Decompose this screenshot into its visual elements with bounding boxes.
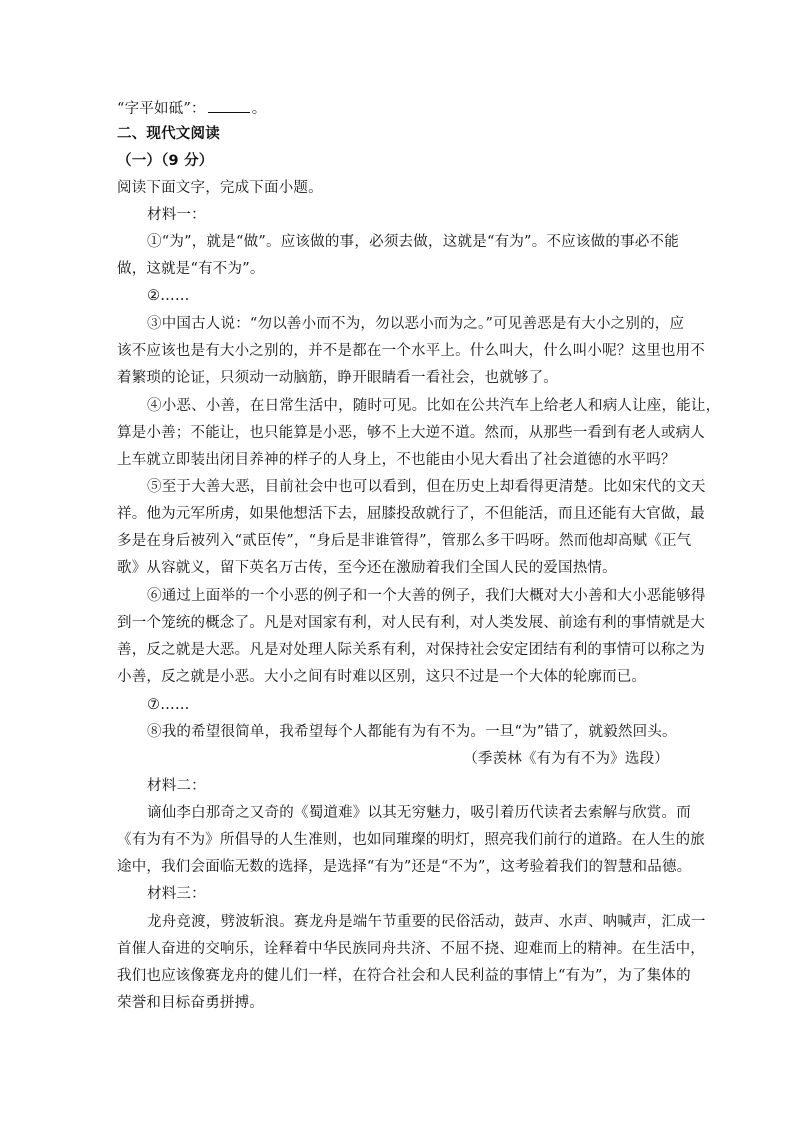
m3-line: 首催人奋进的交响乐，诠释着中华民族同舟共济、不屈不挠、迎难而上的精神。在生活中， (117, 941, 705, 957)
m1-line: ②…… (147, 288, 190, 304)
m1-line: 着繁琐的论证，只须动一动脑筋，睁开眼睛看一看社会，也就够了。 (117, 370, 558, 386)
m3-line: 龙舟竞渡，劈波斩浪。赛龙舟是端午节重要的民俗活动，鼓声、水声、呐喊声，汇成一 (147, 914, 706, 930)
m1-line: ⑥通过上面举的一个小恶的例子和一个大善的例子，我们大概对大小善和大小恶能够得 (147, 588, 706, 604)
m1-line: 算是小善；不能让，也只能算是小恶，够不上大逆不道。然而，从那些一看到有老人或病人 (117, 425, 705, 441)
material-3-label: 材料三： (147, 886, 206, 902)
m1-line: ⑦…… (147, 697, 190, 713)
m3-line: 我们也应该像赛龙舟的健儿们一样，在符合社会和人民利益的事情上“有为”，为了集体的 (117, 968, 691, 984)
m1-line: 该不应该也是有大小之别的，并不是都在一个水平上。什么叫大，什么叫小呢？这里也用不 (117, 343, 705, 359)
m2-line: 途中，我们会面临无数的选择，是选择“有为”还是“不为”，这考验着我们的智慧和品德。 (117, 859, 692, 875)
m1-line: ①“为”，就是“做”。应该做的事，必须去做，这就是“有为”。不应该做的事必不能 (147, 234, 679, 250)
m2-line: 《有为有不为》所倡导的人生准则，也如同璀璨的明灯，照亮我们前行的道路。在人生的旅 (117, 832, 705, 848)
question-tail-suffix: 。 (251, 101, 267, 117)
question-tail (117, 98, 679, 119)
material-1-label: 材料一： (147, 207, 206, 223)
material-2-label: 材料二： (147, 778, 206, 794)
m1-line: ⑧我的希望很简单，我希望每个人都能有为有不为。一旦“为”错了，就毅然回头。 (147, 724, 677, 740)
m1-line: 上车就立即装出闭目养神的样子的人身上，不也能由小见大看出了社会道德的水平吗？ (117, 452, 676, 468)
m1-line: 多是在身后被列入“贰臣传”，“身后是非谁管得”，管那么多干吗呀。然而他却高赋《正气 (117, 533, 692, 549)
part-title: （一）（9 分） (117, 153, 214, 169)
m1-line: 歌》从容就义，留下英名万古传，至今还在激励着我们全国人民的爱国热情。 (117, 560, 617, 576)
m1-line: 善，反之就是大恶。凡是对处理人际关系有利，对保持社会安定团结有利的事情可以称之为 (117, 642, 705, 658)
m1-line: 做，这就是“有不为”。 (117, 261, 265, 277)
instruction: 阅读下面文字，完成下面小题。 (117, 180, 323, 196)
source-citation: （季羡林《有为有不为》选段） (463, 751, 669, 767)
m1-line: 祥。他为元军所虏，如果他想活下去，屈膝投敌就行了，不但能活，而且还能有大官做，最 (117, 506, 705, 522)
section-title: 二、现代文阅读 (117, 126, 220, 142)
m1-line: 小善，反之就是小恶。大小之间有时难以区别，这只不过是一个大体的轮廓而已。 (117, 669, 647, 685)
question-tail-prefix: “字平如砥”： (117, 101, 206, 117)
m1-line: ③中国古人说：“勿以善小而不为，勿以恶小而为之。”可见善恶是有大小之别的，应 (147, 316, 685, 332)
answer-blank[interactable] (208, 98, 250, 113)
m3-line: 荣誉和目标奋勇拼搏。 (117, 995, 264, 1011)
m1-line: 到一个笼统的概念了。凡是对国家有利，对人民有利，对人类发展、前途有利的事情就是大 (117, 615, 705, 631)
m1-line: ④小恶、小善，在日常生活中，随时可见。比如在公共汽车上给老人和病人让座，能让， (147, 398, 721, 414)
m2-line: 谪仙李白那奇之又奇的《蜀道难》以其无穷魅力，吸引着历代读者去索解与欣赏。而 (147, 805, 691, 821)
m1-line: ⑤至于大善大恶，目前社会中也可以看到，但在历史上却看得更清楚。比如宋代的文天 (147, 479, 706, 495)
